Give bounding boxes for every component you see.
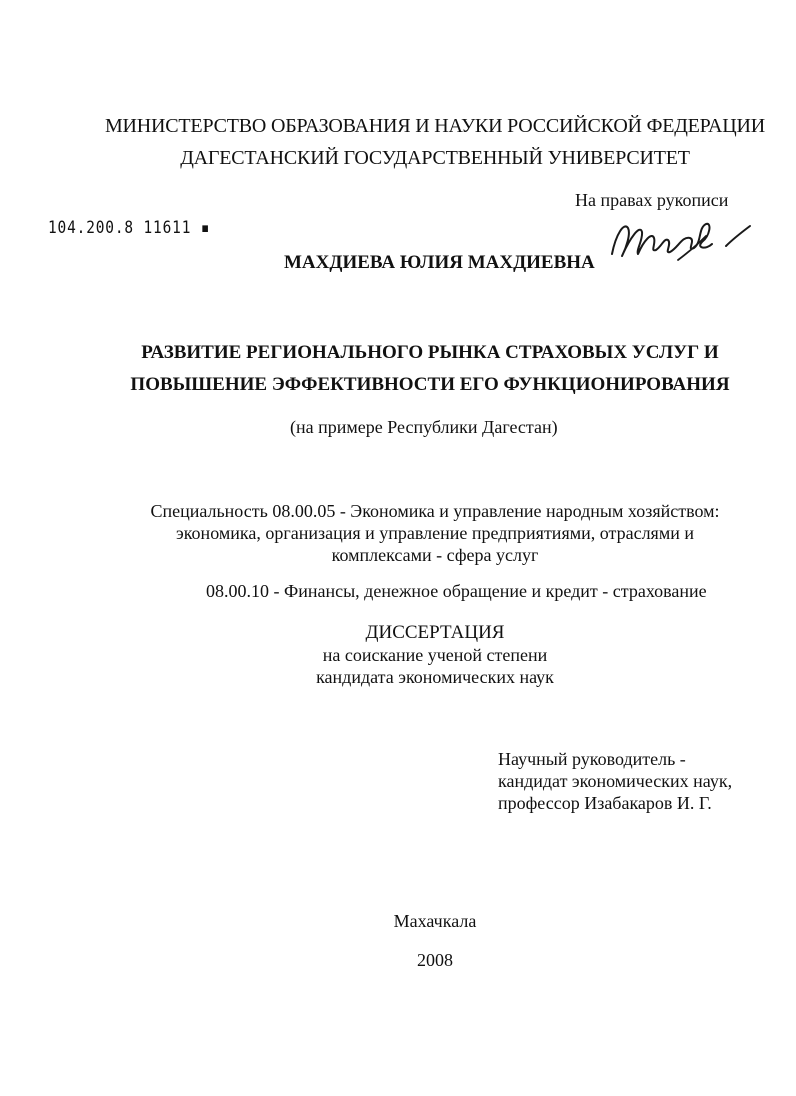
registration-stamp-number: 104.200.8 11611 ▪ (48, 218, 211, 238)
handwritten-signature (606, 214, 756, 268)
city: Махачкала (393, 911, 477, 931)
year: 2008 (417, 950, 453, 970)
author-name: МАХДИЕВА ЮЛИЯ МАХДИЕВНА (284, 252, 595, 273)
manuscript-rights-note: На правах рукописи (575, 190, 729, 210)
advisor-line: Научный руководитель - (498, 749, 686, 769)
ministry-line: МИНИСТЕРСТВО ОБРАЗОВАНИЯ И НАУКИ РОССИЙСКОЙ ФЕДЕРАЦИИ (104, 115, 766, 137)
specialty-second: 08.00.10 - Финансы, денежное обращение и кредит - страхование (206, 581, 707, 601)
university-line: ДАГЕСТАНСКИЙ ГОСУДАРСТВЕННЫЙ УНИВЕРСИТЕТ (180, 147, 690, 169)
specialty-line: комплексами - сфера услуг (331, 545, 539, 565)
degree-line: на соискание ученой степени (322, 645, 548, 665)
specialty-line: Специальность 08.00.05 - Экономика и управление народным хозяйством: (150, 501, 720, 521)
dissertation-title (90, 337, 770, 401)
dissertation-block (220, 622, 650, 688)
degree-line: кандидата экономических наук (316, 667, 554, 687)
advisor-line: профессор Изабакаров И. Г. (498, 793, 712, 813)
advisor-line: кандидат экономических наук, (498, 771, 733, 791)
ministry-header (95, 110, 775, 174)
dissertation-heading: ДИССЕРТАЦИЯ (365, 622, 505, 643)
title-line: РАЗВИТИЕ РЕГИОНАЛЬНОГО РЫНКА СТРАХОВЫХ УСЛУГ И (141, 342, 719, 363)
scientific-advisor (498, 748, 732, 814)
specialty-block (120, 500, 750, 566)
title-subtitle: (на примере Республики Дагестан) (290, 417, 558, 437)
title-line: ПОВЫШЕНИЕ ЭФФЕКТИВНОСТИ ЕГО ФУНКЦИОНИРОВАНИЯ (130, 374, 730, 395)
specialty-line: экономика, организация и управление предприятиями, отраслями и (176, 523, 694, 543)
